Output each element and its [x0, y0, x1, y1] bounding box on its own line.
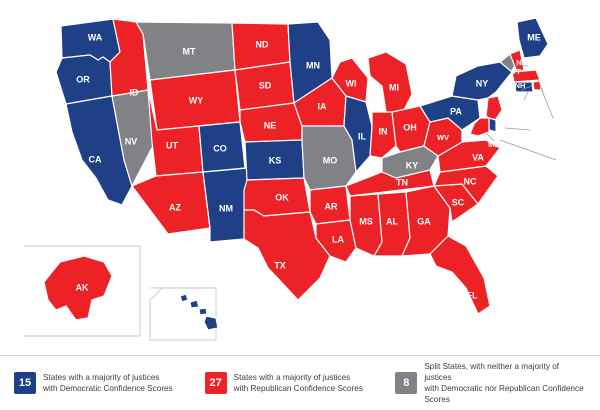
hawaii-island-1: [180, 294, 188, 302]
state-label-MA: MA: [541, 87, 553, 97]
state-label-NJ-out: NJ: [516, 57, 526, 67]
state-OR[interactable]: [56, 55, 112, 104]
legend-item-split: [395, 361, 586, 405]
state-label-PA: PA: [450, 106, 462, 117]
state-AR[interactable]: [310, 186, 350, 224]
leader-CT: [524, 92, 528, 100]
inset-hawaii: [150, 288, 218, 340]
state-label-TX: TX: [274, 260, 286, 271]
legend-republican-line1: States with a majority of justices: [233, 372, 351, 382]
state-CO[interactable]: [199, 122, 245, 172]
state-DE[interactable]: [489, 118, 496, 132]
state-SD[interactable]: [235, 62, 294, 110]
state-group-northeast: [420, 18, 548, 136]
state-label-MN: MN: [306, 60, 320, 71]
legend-democratic-line1: States with a majority of justices: [43, 372, 160, 382]
state-label-NE: NE: [263, 120, 277, 131]
state-label-ME: ME: [527, 32, 541, 43]
state-FL[interactable]: [430, 236, 490, 314]
state-AK[interactable]: [44, 256, 112, 320]
state-IN[interactable]: [370, 112, 396, 158]
hawaii-islands[interactable]: [180, 294, 218, 333]
state-ME[interactable]: [517, 18, 548, 58]
legend-split-line2: with Democratic nor Republican Confidence Scores: [424, 384, 584, 405]
legend-democratic-line2: with Democratic Confidence Scores: [43, 384, 173, 393]
hawaii-island-4: [204, 316, 218, 330]
legend-swatch-split: 8: [395, 372, 417, 394]
map-legend: [0, 355, 600, 410]
state-MO[interactable]: [302, 126, 356, 190]
inset-alaska: [24, 246, 140, 336]
state-label-OR: OR: [76, 74, 90, 85]
state-label-WV: WV: [436, 132, 450, 142]
state-label-RI: RI: [552, 114, 560, 124]
state-label-NY: NY: [475, 78, 489, 89]
state-label-IA: IA: [317, 101, 327, 112]
state-label-HI: HI: [189, 322, 199, 333]
legend-label-democratic: [43, 372, 173, 394]
state-label-GA: GA: [417, 216, 431, 227]
state-KS[interactable]: [245, 140, 304, 180]
state-WY[interactable]: [150, 70, 240, 130]
state-AZ[interactable]: [132, 172, 210, 234]
state-label-OH: OH: [403, 122, 417, 133]
state-label-SC: SC: [451, 197, 465, 208]
leader-RI: [541, 88, 553, 118]
state-label-NM: NM: [219, 203, 233, 214]
hawaii-island-2: [190, 300, 199, 308]
state-group-west: [56, 19, 254, 242]
state-label-MS: MS: [359, 216, 373, 227]
state-label-LA: LA: [332, 234, 344, 245]
state-label-AZ: AZ: [169, 202, 181, 213]
state-label-WA: WA: [87, 32, 103, 43]
state-label-NH: NH: [514, 80, 526, 90]
state-label-AK: AK: [75, 282, 89, 293]
state-label-SD: SD: [258, 80, 272, 91]
legend-item-democratic: [14, 372, 205, 394]
state-label-WI: WI: [345, 78, 357, 89]
state-NY[interactable]: [452, 62, 512, 100]
state-label-VA: VA: [472, 152, 484, 163]
state-label-NC: NC: [463, 176, 477, 187]
state-label-UT: UT: [166, 140, 178, 151]
state-MI[interactable]: [368, 52, 412, 118]
state-label-CO: CO: [213, 143, 227, 154]
state-label-AR: AR: [324, 201, 338, 212]
legend-swatch-republican: 27: [205, 372, 227, 394]
state-label-ID: ID: [129, 87, 139, 98]
state-label-FL: FL: [466, 290, 478, 301]
state-MA[interactable]: [512, 70, 540, 82]
state-label-CA: CA: [88, 154, 102, 165]
state-label-NV: NV: [124, 136, 138, 147]
state-label-VT: VT: [511, 66, 521, 76]
legend-republican-line2: with Republican Confidence Scores: [233, 384, 363, 393]
legend-swatch-democratic: 15: [14, 372, 36, 394]
state-label-IN: IN: [378, 126, 388, 137]
state-label-MI: MI: [389, 82, 399, 93]
leader-DE-2: [505, 128, 530, 130]
state-label-WY: WY: [188, 95, 204, 106]
legend-label-republican: [234, 372, 363, 394]
state-label-MO: MO: [322, 155, 338, 166]
legend-item-republican: [205, 372, 396, 394]
state-label-MD: MD: [488, 139, 500, 149]
state-label-IL: IL: [358, 131, 366, 142]
state-NE[interactable]: [240, 103, 302, 142]
state-label-DE: DE: [554, 156, 566, 166]
state-label-KY: KY: [405, 160, 419, 171]
state-label-KS: KS: [268, 155, 282, 166]
state-label-TN: TN: [396, 177, 408, 188]
state-label-MT: MT: [182, 46, 196, 57]
state-label-OK: OK: [275, 192, 289, 203]
state-label-CT: CT: [519, 99, 529, 109]
leader-MD: [487, 134, 494, 141]
state-label-ND: ND: [255, 39, 269, 50]
state-RI[interactable]: [533, 81, 541, 90]
legend-split-line1: Split States, with neither a majority of justices: [424, 361, 560, 382]
hawaii-island-3: [199, 308, 207, 315]
state-label-AL: AL: [386, 216, 398, 227]
legend-label-split: [424, 361, 586, 405]
leader-DE: [500, 140, 556, 160]
